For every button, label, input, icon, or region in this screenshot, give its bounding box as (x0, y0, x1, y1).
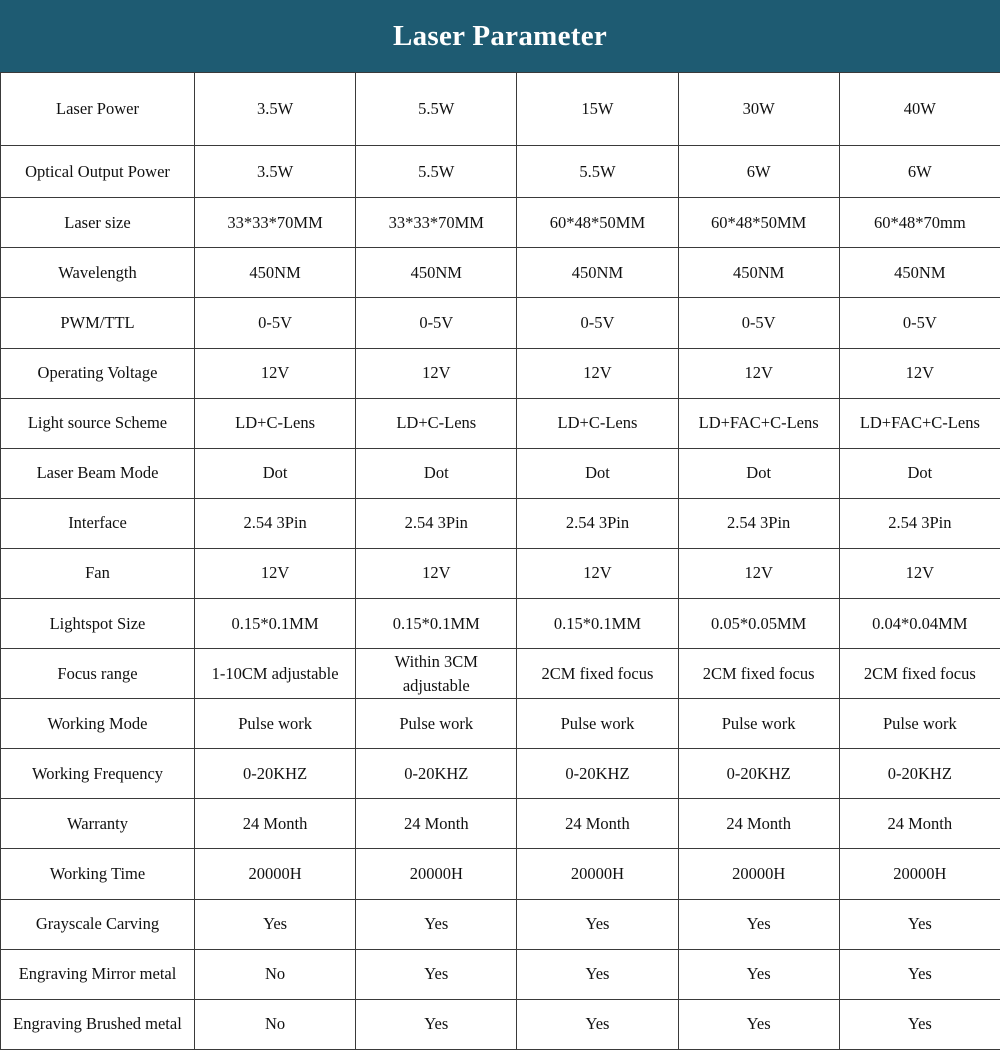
row-label: Fan (1, 548, 195, 598)
table-cell: Yes (195, 899, 356, 949)
table-cell: 2.54 3Pin (356, 498, 517, 548)
table-cell: Yes (839, 999, 1000, 1049)
row-label: Engraving Mirror metal (1, 949, 195, 999)
table-cell: 24 Month (195, 799, 356, 849)
table-row (1, 146, 1000, 198)
table-cell: Yes (678, 999, 839, 1049)
table-cell: LD+C-Lens (517, 398, 678, 448)
table-cell: No (195, 999, 356, 1049)
table-cell: 20000H (356, 849, 517, 899)
table-cell: 60*48*50MM (678, 198, 839, 248)
parameter-table (0, 72, 1000, 1050)
table-cell: 450NM (356, 248, 517, 298)
table-cell: 2.54 3Pin (839, 498, 1000, 548)
table-cell: Yes (517, 949, 678, 999)
table-row (1, 298, 1000, 348)
table-cell: 0-20KHZ (678, 749, 839, 799)
table-cell: 0-5V (839, 298, 1000, 348)
table-row (1, 198, 1000, 248)
table-cell: 12V (839, 548, 1000, 598)
table-row (1, 699, 1000, 749)
table-cell: 15W (517, 73, 678, 146)
table-cell: 12V (517, 348, 678, 398)
table-cell: 0.04*0.04MM (839, 598, 1000, 648)
table-cell: 20000H (678, 849, 839, 899)
table-row (1, 448, 1000, 498)
table-cell: 5.5W (356, 146, 517, 198)
row-label: Working Frequency (1, 749, 195, 799)
row-label: Focus range (1, 649, 195, 699)
table-cell: 12V (678, 548, 839, 598)
table-cell: 24 Month (356, 799, 517, 849)
table-cell: LD+FAC+C-Lens (678, 398, 839, 448)
table-row (1, 749, 1000, 799)
table-cell: Yes (839, 899, 1000, 949)
table-cell: 0-20KHZ (195, 749, 356, 799)
table-cell: LD+C-Lens (356, 398, 517, 448)
table-row (1, 348, 1000, 398)
table-cell: 6W (678, 146, 839, 198)
table-cell: 6W (839, 146, 1000, 198)
table-row (1, 548, 1000, 598)
table-cell: Pulse work (195, 699, 356, 749)
table-row (1, 899, 1000, 949)
table-cell: 30W (678, 73, 839, 146)
table-row (1, 849, 1000, 899)
table-row (1, 598, 1000, 648)
row-label: Laser Beam Mode (1, 448, 195, 498)
table-cell: Within 3CM adjustable (356, 649, 517, 699)
table-cell: 12V (195, 348, 356, 398)
row-label: Light source Scheme (1, 398, 195, 448)
table-cell: 450NM (839, 248, 1000, 298)
table-cell: Dot (839, 448, 1000, 498)
table-cell: 40W (839, 73, 1000, 146)
table-row (1, 248, 1000, 298)
table-row (1, 398, 1000, 448)
table-row (1, 949, 1000, 999)
table-cell: 2.54 3Pin (195, 498, 356, 548)
table-cell: Dot (678, 448, 839, 498)
table-cell: 2.54 3Pin (678, 498, 839, 548)
table-cell: 20000H (517, 849, 678, 899)
table-cell: 0.15*0.1MM (356, 598, 517, 648)
table-cell: 3.5W (195, 146, 356, 198)
row-label: Lightspot Size (1, 598, 195, 648)
table-cell: 1-10CM adjustable (195, 649, 356, 699)
row-label: Laser size (1, 198, 195, 248)
table-cell: Pulse work (517, 699, 678, 749)
row-label: Warranty (1, 799, 195, 849)
table-cell: 450NM (195, 248, 356, 298)
table-cell: 60*48*50MM (517, 198, 678, 248)
table-cell: 450NM (678, 248, 839, 298)
table-cell: LD+FAC+C-Lens (839, 398, 1000, 448)
table-cell: 0.15*0.1MM (517, 598, 678, 648)
table-row (1, 649, 1000, 699)
table-cell: 24 Month (678, 799, 839, 849)
table-cell: Yes (678, 899, 839, 949)
table-cell: 2CM fixed focus (839, 649, 1000, 699)
table-cell: Yes (517, 999, 678, 1049)
table-cell: Yes (678, 949, 839, 999)
table-cell: 12V (517, 548, 678, 598)
table-cell: LD+C-Lens (195, 398, 356, 448)
table-cell: 60*48*70mm (839, 198, 1000, 248)
table-cell: Pulse work (356, 699, 517, 749)
table-cell: 33*33*70MM (356, 198, 517, 248)
row-label: Optical Output Power (1, 146, 195, 198)
row-label: Interface (1, 498, 195, 548)
table-cell: 12V (195, 548, 356, 598)
table-cell: 12V (356, 548, 517, 598)
table-cell: Yes (839, 949, 1000, 999)
table-row (1, 799, 1000, 849)
table-cell: 0-5V (195, 298, 356, 348)
table-cell: 24 Month (517, 799, 678, 849)
table-cell: Yes (356, 899, 517, 949)
table-cell: 0-20KHZ (517, 749, 678, 799)
table-cell: 0-5V (517, 298, 678, 348)
row-label: Laser Power (1, 73, 195, 146)
table-cell: 0-20KHZ (839, 749, 1000, 799)
table-cell: 5.5W (517, 146, 678, 198)
table-row (1, 73, 1000, 146)
table-cell: 12V (356, 348, 517, 398)
table-cell: 3.5W (195, 73, 356, 146)
table-cell: 2CM fixed focus (517, 649, 678, 699)
table-cell: 2.54 3Pin (517, 498, 678, 548)
table-cell: Dot (517, 448, 678, 498)
row-label: Operating Voltage (1, 348, 195, 398)
table-cell: 12V (678, 348, 839, 398)
row-label: Grayscale Carving (1, 899, 195, 949)
table-cell: Dot (356, 448, 517, 498)
table-cell: 24 Month (839, 799, 1000, 849)
table-cell: 20000H (195, 849, 356, 899)
row-label: PWM/TTL (1, 298, 195, 348)
table-cell: No (195, 949, 356, 999)
table-cell: 450NM (517, 248, 678, 298)
table-row (1, 498, 1000, 548)
table-cell: Yes (356, 949, 517, 999)
table-cell: 2CM fixed focus (678, 649, 839, 699)
row-label: Working Mode (1, 699, 195, 749)
table-cell: 5.5W (356, 73, 517, 146)
table-cell: 33*33*70MM (195, 198, 356, 248)
table-cell: 12V (839, 348, 1000, 398)
row-label: Wavelength (1, 248, 195, 298)
table-cell: Pulse work (839, 699, 1000, 749)
row-label: Engraving Brushed metal (1, 999, 195, 1049)
table-cell: Dot (195, 448, 356, 498)
table-cell: 0.05*0.05MM (678, 598, 839, 648)
table-cell: Yes (517, 899, 678, 949)
table-cell: 0-5V (678, 298, 839, 348)
table-cell: 0-20KHZ (356, 749, 517, 799)
header-bar (0, 0, 1000, 72)
table-cell: 0-5V (356, 298, 517, 348)
parameter-table-body (1, 73, 1000, 1050)
table-cell: 0.15*0.1MM (195, 598, 356, 648)
table-cell: Pulse work (678, 699, 839, 749)
row-label: Working Time (1, 849, 195, 899)
table-row (1, 999, 1000, 1049)
table-cell: 20000H (839, 849, 1000, 899)
page-title: Laser Parameter (392, 19, 608, 52)
table-cell: Yes (356, 999, 517, 1049)
